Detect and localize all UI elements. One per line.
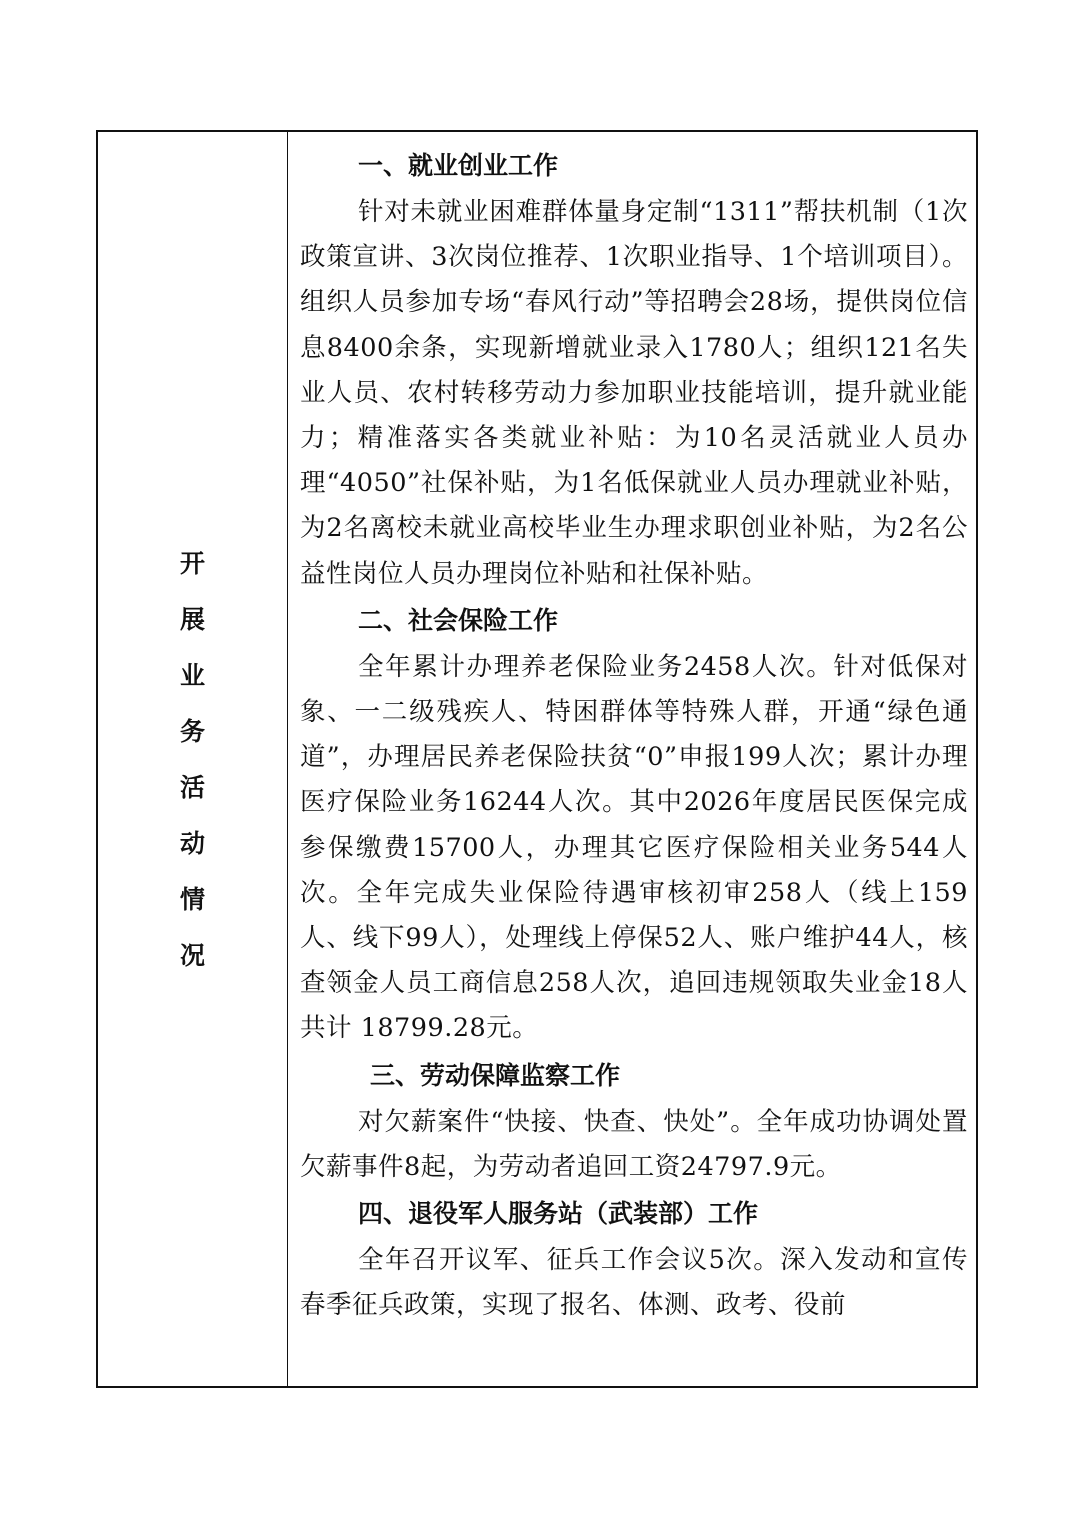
section-body-social-insurance: 全年累计办理养老保险业务2458人次。针对低保对象、一二级残疾人、特困群体等特殊人群，开通“绿色通道”，办理居民养老保险扶贫“0”申报199人次；累计办理医疗保险业务16244人次。其中2026年度居民医保完成参保缴费15700人，办理其它医疗保险相关业务544人次。全年完成失业保险待遇审核初审258人（线上159人、线下99人），处理线上停保52人、账户维护44人，核查领金人员工商信息258人次，追回违规领取失业金18人共计 18799.28元。 (300, 651, 968, 1044)
section-heading-social-insurance: 二、社会保险工作 (358, 605, 559, 635)
section-heading-veterans: 四、退役军人服务站（武装部）工作 (358, 1199, 759, 1229)
section-body-veterans: 全年召开议军、征兵工作会议5次。深入发动和宣传春季征兵政策，实现了报名、体测、政考、役前 (300, 1245, 968, 1321)
section-body-employment: 针对未就业困难群体量身定制“1311”帮扶机制（1次政策宣讲、3次岗位推荐、1次职业指导、1个培训项目）。组织人员参加专场“春风行动”等招聘会28场，提供岗位信息8400余条，实现新增就业录入1780人；组织121名失业人员、农村转移劳动力参加职业技能培训，提升就业能力；精准落实各类就业补贴：为10名灵活就业人员办理“4050”社保补贴，为1名低保就业人员办理就业补贴，为2名离校未就业高校毕业生办理求职创业补贴，为2名公益性岗位人员办理岗位补贴和社保补贴。 (300, 197, 968, 589)
row-label-char: 展 (179, 605, 205, 634)
content-cell (288, 132, 976, 1386)
activity-table (96, 130, 978, 1388)
section-heading-employment: 一、就业创业工作 (358, 151, 559, 180)
row-label-char: 动 (179, 829, 205, 858)
row-label (98, 550, 287, 998)
row-label-cell (98, 132, 288, 1386)
row-label-char: 情 (179, 885, 205, 914)
row-label-char: 务 (179, 717, 205, 746)
row-label-char: 活 (179, 773, 205, 802)
row-label-char: 业 (179, 661, 205, 690)
section-heading-labor-supervision: 三、劳动保障监察工作 (370, 1060, 621, 1090)
row-label-char: 开 (179, 549, 205, 578)
row-label-char: 况 (179, 941, 205, 970)
section-body-labor-supervision: 对欠薪案件“快接、快查、快处”。全年成功协调处置欠薪事件8起，为劳动者追回工资24797.9元。 (300, 1106, 968, 1182)
